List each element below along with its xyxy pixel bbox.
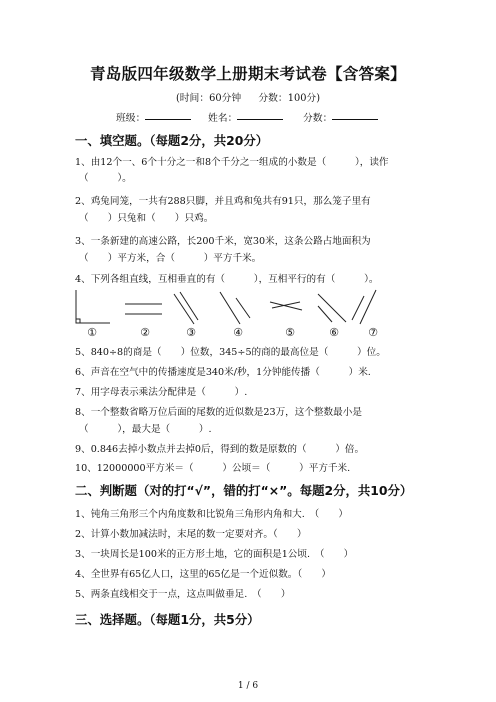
class-field bbox=[116, 110, 145, 124]
section-heading-fill-blank: 一、填空题。（每题2分，共20分） bbox=[75, 133, 269, 148]
total-score: 分数：100分) bbox=[258, 93, 321, 104]
page-title: 青岛版四年级数学上册期末考试卷【含答案】 bbox=[89, 65, 406, 83]
question-line: 2、鸡兔同笼，一共有288只脚，并且鸡和兔共有91只，那么笼子里有 bbox=[75, 196, 371, 207]
figure-label-4: ④ bbox=[233, 326, 243, 338]
question-line: 8、一个整数省略万位后面的尾数的近似数是23万，这个整数最小是 bbox=[75, 407, 362, 418]
question-line: 6、声音在空气中的传播速度是340米/秒，1分钟能传播（ ）米. bbox=[75, 367, 371, 378]
name-field bbox=[208, 110, 237, 124]
question-line: 4、全世界有65亿人口，这里的65亿是一个近似数。（ ） bbox=[75, 569, 331, 580]
line-group-7 bbox=[352, 290, 376, 324]
figure-label-3: ③ bbox=[186, 326, 196, 338]
line-group-5 bbox=[270, 302, 302, 310]
figure-label-2: ② bbox=[140, 326, 150, 338]
question-line: （ ），最大是（ ）. bbox=[79, 424, 212, 435]
exam-meta bbox=[0, 90, 496, 104]
question-line: 5、840÷8的商是（ ）位数，345÷5的商的最高位是（ ）位。 bbox=[75, 347, 386, 358]
line-group-4 bbox=[220, 292, 250, 324]
question-line: 7、用字母表示乘法分配律是（ ）. bbox=[75, 387, 248, 398]
figure-label-7: ⑦ bbox=[368, 326, 378, 338]
page-number: 1 / 6 bbox=[237, 681, 259, 691]
line-group-6 bbox=[318, 294, 346, 322]
section-heading-multiple-choice: 三、选择题。（每题1分，共5分） bbox=[75, 612, 260, 627]
class-label: 班级： bbox=[116, 113, 146, 124]
line-group-3 bbox=[174, 292, 198, 324]
question-line: 1、钝角三角形三个内角度数和比锐角三角形内角和大. （ ） bbox=[75, 509, 348, 520]
figure-label-1: ① bbox=[87, 326, 97, 338]
question-line: 9、0.846去掉小数点并去掉0后，得到的数是原数的（ ）倍。 bbox=[75, 444, 365, 455]
name-label: 姓名： bbox=[208, 113, 238, 124]
score-label: 分数： bbox=[303, 113, 333, 124]
line-group-1 bbox=[76, 290, 110, 323]
score-blank[interactable] bbox=[332, 110, 378, 120]
line-pairs-figure bbox=[70, 288, 400, 338]
question-line: （ ）。 bbox=[79, 173, 132, 184]
question-line: 2、计算小数加减法时，末尾的数一定要对齐。（ ） bbox=[75, 529, 307, 540]
question-line: 3、一块周长是100米的正方形土地，它的面积是1公顷. （ ） bbox=[75, 549, 354, 560]
class-blank[interactable] bbox=[145, 110, 191, 120]
section-heading-true-false: 二、判断题（对的打“√”，错的打“×”。每题2分，共10分） bbox=[75, 483, 413, 498]
question-line: （ ）平方米，合（ ）平方千米。 bbox=[79, 253, 262, 264]
line-group-2 bbox=[125, 304, 162, 314]
time-limit: (时间：60分钟 bbox=[175, 93, 242, 104]
figure-label-6: ⑥ bbox=[329, 326, 339, 338]
question-line: 5、两条直线相交于一点，这点叫做垂足. （ ） bbox=[75, 589, 291, 600]
question-line: 3、一条新建的高速公路，长200千米，宽30米，这条公路占地面积为 bbox=[75, 236, 371, 247]
question-line: 10、12000000平方米＝（ ）公顷＝（ ）平方千米. bbox=[75, 463, 351, 474]
name-blank[interactable] bbox=[237, 110, 283, 120]
question-line: 1、由12个一、6个十分之一和8个千分之一组成的小数是（ ），读作 bbox=[75, 157, 389, 168]
figure-label-5: ⑤ bbox=[285, 326, 295, 338]
question-line: （ ）只兔和（ ）只鸡。 bbox=[79, 213, 214, 224]
score-field bbox=[303, 110, 332, 124]
question-line: 4、下列各组直线，互相垂直的有（ ），互相平行的有（ ）。 bbox=[75, 274, 379, 285]
